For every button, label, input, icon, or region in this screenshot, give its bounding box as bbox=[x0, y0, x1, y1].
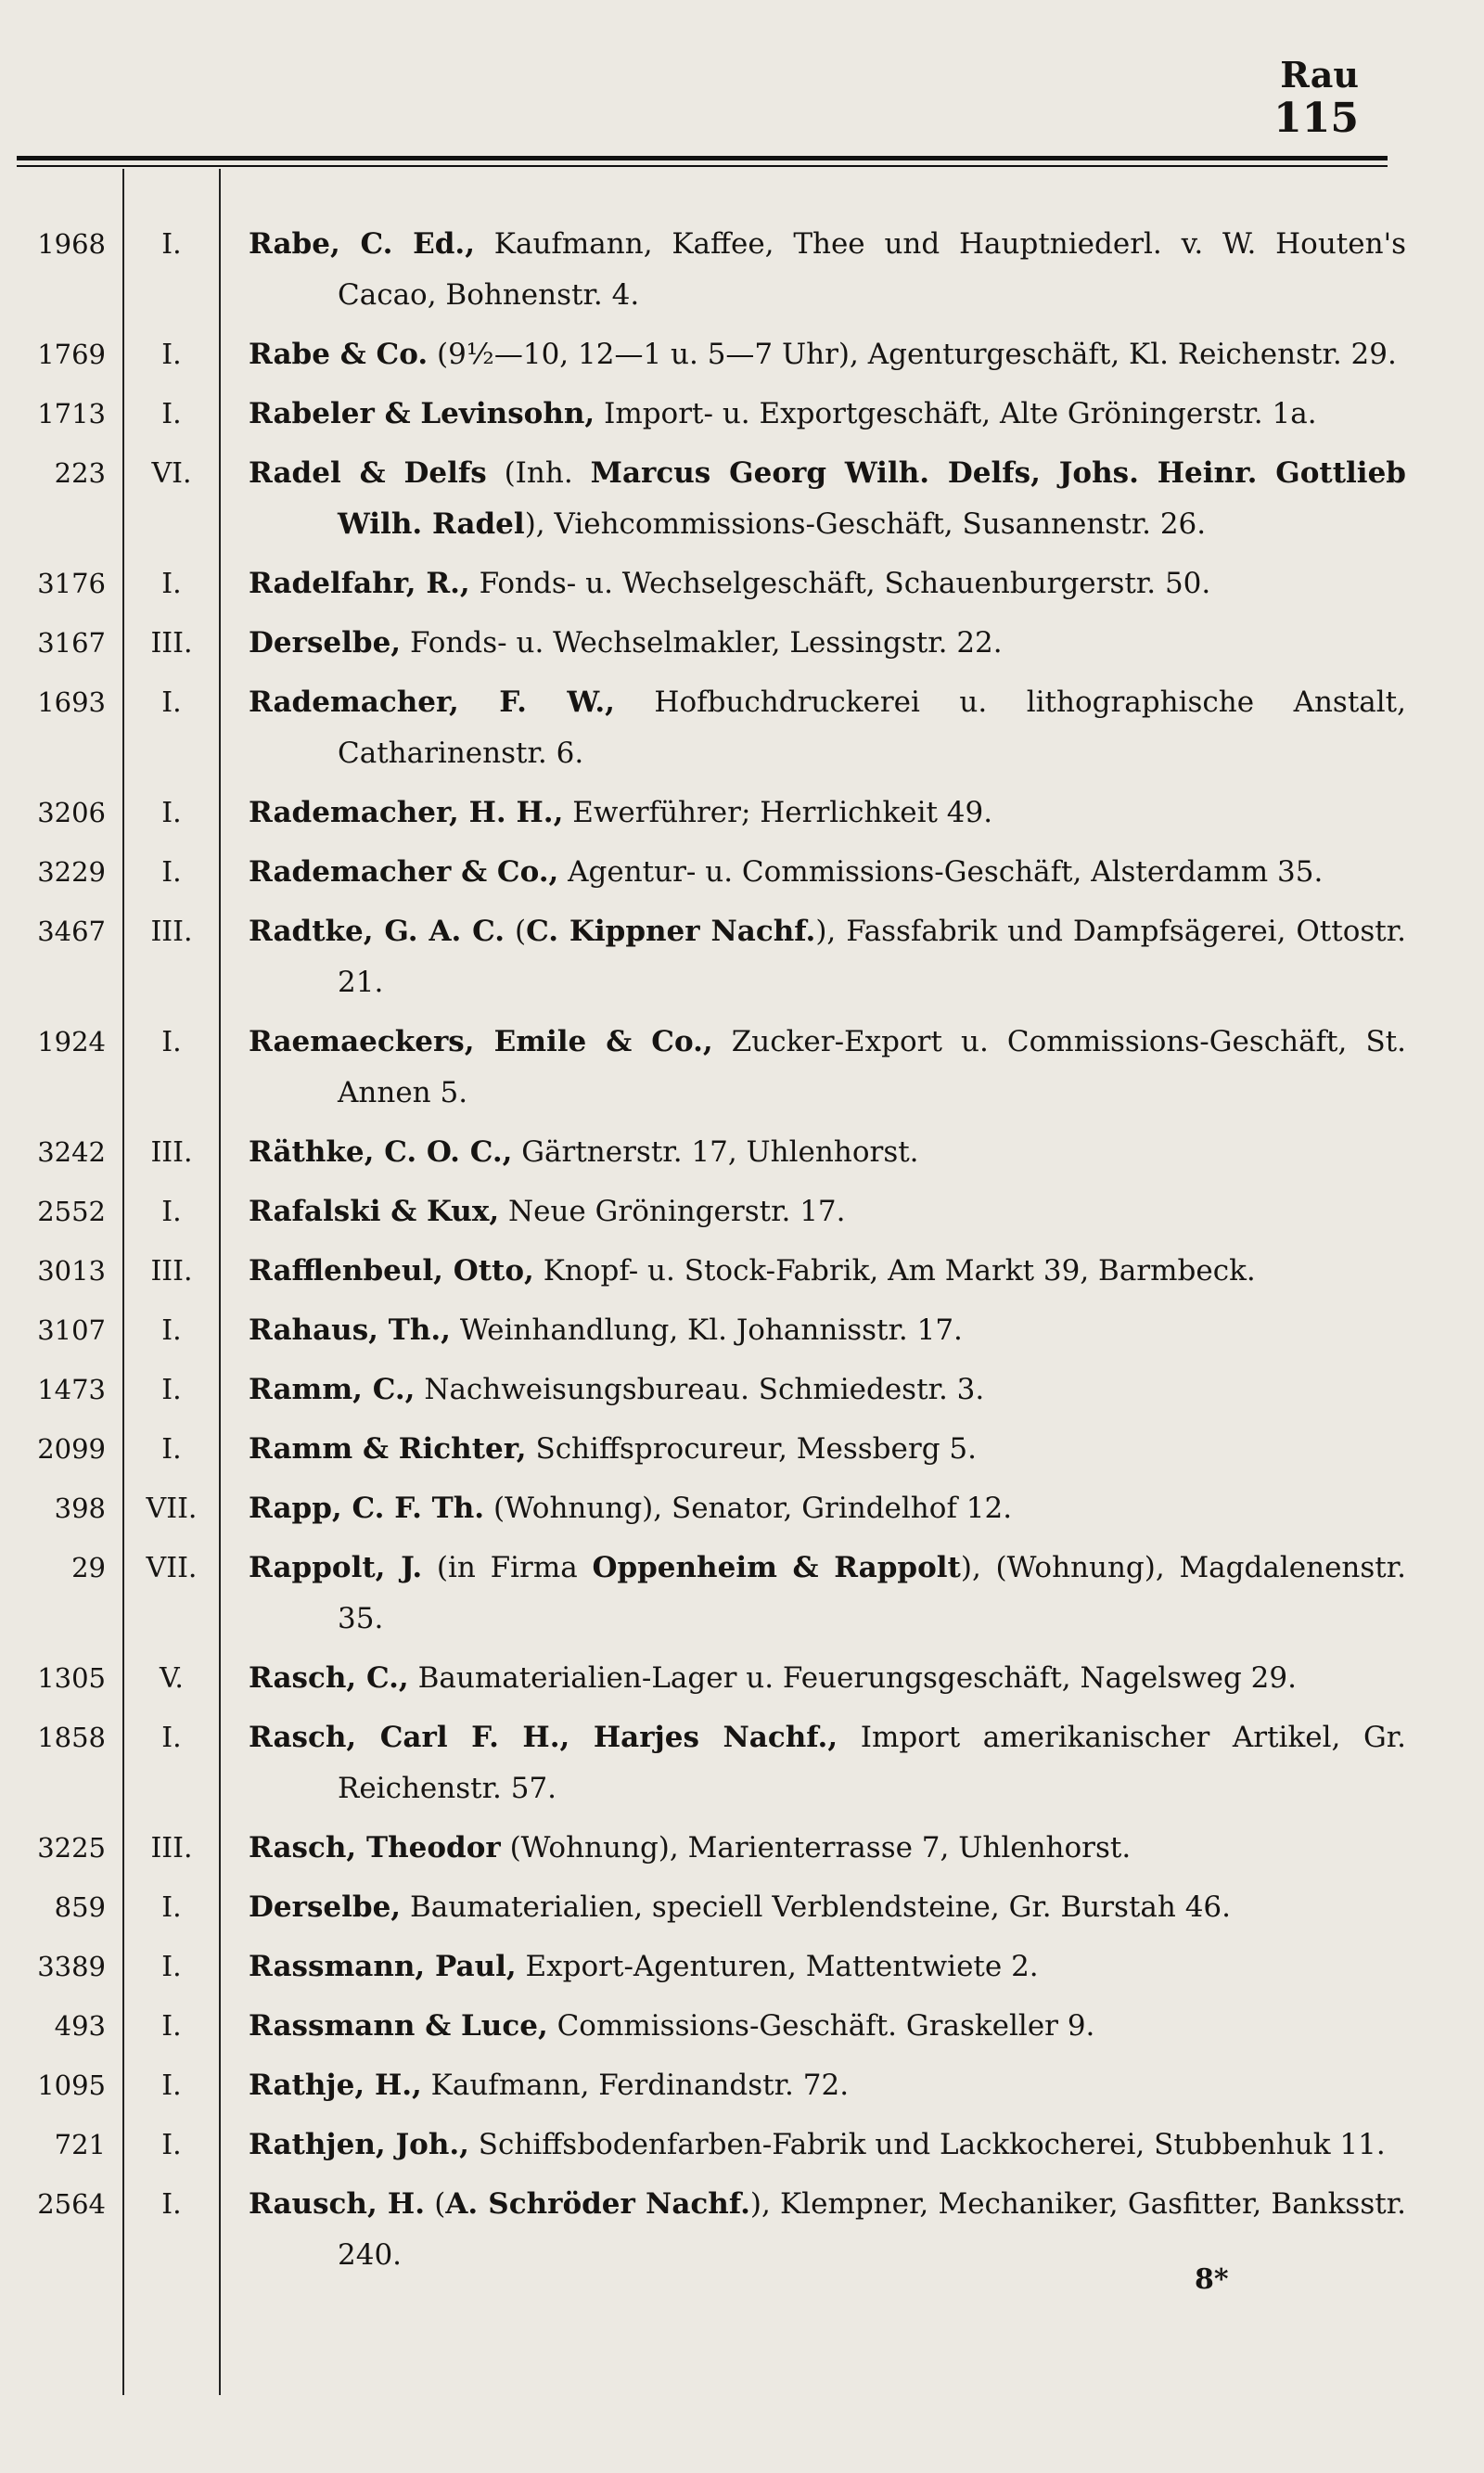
entry-district: VII. bbox=[146, 1493, 198, 1525]
header-rule-thin bbox=[17, 165, 1388, 167]
entry-text bbox=[249, 448, 1406, 550]
entry-name: Rathjen, Joh., bbox=[249, 2128, 469, 2161]
entry-details: (in Firma bbox=[422, 1551, 593, 1584]
entry-number: 1713 bbox=[37, 398, 106, 429]
directory-entry bbox=[0, 1823, 1484, 1874]
entry-district: I. bbox=[161, 686, 182, 719]
directory-entry bbox=[0, 1017, 1484, 1119]
entry-text bbox=[249, 1365, 1406, 1416]
entry-district: I. bbox=[161, 1722, 182, 1754]
directory-entry bbox=[0, 1127, 1484, 1178]
entry-name: Rapp, C. F. Th. bbox=[249, 1492, 485, 1525]
entry-name: Rabe, C. Ed., bbox=[249, 227, 476, 261]
entry-text bbox=[249, 2120, 1406, 2171]
entry-district: I. bbox=[161, 1374, 182, 1406]
entry-district: I. bbox=[161, 2129, 182, 2161]
entry-number: 2564 bbox=[37, 2188, 106, 2220]
head-word: Rau bbox=[1280, 54, 1359, 96]
entry-text bbox=[249, 219, 1406, 321]
entry-name: Rasch, C., bbox=[249, 1661, 409, 1695]
entry-details: Commissions-Geschäft. Graskeller 9. bbox=[547, 2009, 1095, 2043]
entry-text bbox=[249, 1246, 1406, 1297]
entry-details: ( bbox=[425, 2187, 446, 2221]
entry-number: 2099 bbox=[37, 1433, 106, 1465]
directory-entry bbox=[0, 906, 1484, 1008]
entry-name: Rademacher & Co., bbox=[249, 855, 559, 889]
entry-text bbox=[249, 2001, 1406, 2052]
directory-entry bbox=[0, 329, 1484, 380]
entry-details: (9½—10, 12—1 u. 5—7 Uhr), Agenturgeschäft, Kl. Reichenstr. 29. bbox=[428, 338, 1397, 371]
entry-number: 398 bbox=[54, 1493, 106, 1524]
entry-details: Schiffsbodenfarben-Fabrik und Lackkocherei, Stubbenhuk 11. bbox=[468, 2128, 1386, 2161]
entry-text bbox=[249, 1941, 1406, 1992]
directory-entry bbox=[0, 1882, 1484, 1933]
directory-entry bbox=[0, 558, 1484, 609]
directory-entry bbox=[0, 1483, 1484, 1534]
entry-text bbox=[249, 847, 1406, 898]
entry-district: I. bbox=[161, 1951, 182, 1983]
entry-name-secondary: A. Schröder Nachf. bbox=[445, 2187, 750, 2221]
entry-number: 859 bbox=[54, 1891, 106, 1923]
directory-entry bbox=[0, 2179, 1484, 2281]
entry-text bbox=[249, 906, 1406, 1008]
page-number: 115 bbox=[1273, 95, 1359, 142]
entry-name: Derselbe, bbox=[249, 626, 402, 660]
entry-details: Hofbuchdruckerei u. lithographische Anstalt, Catharinenstr. 6. bbox=[338, 686, 1406, 770]
entry-text bbox=[249, 558, 1406, 609]
entry-details: (Wohnung), Marienterrasse 7, Uhlenhorst. bbox=[500, 1831, 1132, 1864]
entry-number: 3229 bbox=[37, 856, 106, 888]
entry-text bbox=[249, 1017, 1406, 1119]
directory-entry bbox=[0, 677, 1484, 779]
entry-text bbox=[249, 1305, 1406, 1356]
entry-name: Rabeler & Levinsohn, bbox=[249, 397, 595, 430]
entry-details: ( bbox=[505, 915, 527, 948]
entry-name: Rademacher, H. H., bbox=[249, 796, 564, 829]
entry-details: Knopf- u. Stock-Fabrik, Am Markt 39, Barmbeck. bbox=[533, 1254, 1256, 1288]
directory-entry bbox=[0, 2001, 1484, 2052]
entry-text bbox=[249, 1543, 1406, 1645]
entry-district: VII. bbox=[146, 1552, 198, 1584]
entry-name-secondary: Oppenheim & Rappolt bbox=[592, 1551, 961, 1584]
running-head bbox=[1273, 54, 1359, 142]
entry-name: Radtke, G. A. C. bbox=[249, 915, 505, 948]
directory-entry bbox=[0, 1186, 1484, 1237]
directory-entry bbox=[0, 1712, 1484, 1814]
entry-district: I. bbox=[161, 1026, 182, 1058]
entry-number: 3225 bbox=[37, 1832, 106, 1864]
entry-number: 2552 bbox=[37, 1196, 106, 1227]
entry-text bbox=[249, 2179, 1406, 2281]
entry-number: 3242 bbox=[37, 1136, 106, 1168]
entry-name: Rasch, Carl F. H., Harjes Nachf., bbox=[249, 1721, 838, 1754]
entry-name: Ramm, C., bbox=[249, 1373, 416, 1406]
entry-details: Fonds- u. Wechselgeschäft, Schauenburgerstr. 50. bbox=[469, 567, 1211, 600]
directory-entry bbox=[0, 788, 1484, 839]
entry-number: 3107 bbox=[37, 1314, 106, 1346]
entry-number: 493 bbox=[54, 2010, 106, 2042]
entry-name: Räthke, C. O. C., bbox=[249, 1135, 513, 1169]
entry-details: (Inh. bbox=[486, 456, 591, 490]
entry-text bbox=[249, 788, 1406, 839]
entry-name: Rademacher, F. W., bbox=[249, 686, 615, 719]
entry-district: III. bbox=[150, 916, 193, 948]
entry-number: 1968 bbox=[37, 228, 106, 260]
entry-name: Rabe & Co. bbox=[249, 338, 429, 371]
entry-district: I. bbox=[161, 856, 182, 889]
directory-entry bbox=[0, 1424, 1484, 1475]
directory-entry bbox=[0, 2120, 1484, 2171]
entry-district: I. bbox=[161, 398, 182, 430]
entry-details: Gärtnerstr. 17, Uhlenhorst. bbox=[512, 1135, 919, 1169]
entry-text bbox=[249, 1424, 1406, 1475]
entry-text bbox=[249, 389, 1406, 440]
entry-number: 1693 bbox=[37, 686, 106, 718]
signature-mark: 8* bbox=[1195, 2263, 1229, 2296]
entry-text bbox=[249, 329, 1406, 380]
entry-name: Rassmann & Luce, bbox=[249, 2009, 548, 2043]
header-rule bbox=[17, 156, 1388, 160]
entry-number: 721 bbox=[54, 2129, 106, 2160]
entry-text bbox=[249, 1483, 1406, 1534]
entry-details-secondary: ), Klempner, Mechaniker, Gasfitter, Banksstr. 240. bbox=[338, 2187, 1406, 2272]
entry-name: Rausch, H. bbox=[249, 2187, 425, 2221]
entry-details-secondary: ), (Wohnung), Magdalenenstr. 35. bbox=[338, 1551, 1407, 1635]
entry-details-secondary: ), Viehcommissions-Geschäft, Susannenstr. 26. bbox=[524, 507, 1207, 541]
entry-district: I. bbox=[161, 228, 182, 261]
entry-text bbox=[249, 1186, 1406, 1237]
entry-text bbox=[249, 2060, 1406, 2111]
directory-entry bbox=[0, 448, 1484, 550]
directory-entries bbox=[0, 219, 1484, 2289]
entry-details: Weinhandlung, Kl. Johannisstr. 17. bbox=[450, 1313, 963, 1347]
entry-district: I. bbox=[161, 2010, 182, 2043]
entry-name: Ramm & Richter, bbox=[249, 1432, 527, 1466]
directory-entry bbox=[0, 1653, 1484, 1704]
entry-number: 1769 bbox=[37, 339, 106, 370]
entry-district: I. bbox=[161, 2188, 182, 2221]
entry-text bbox=[249, 618, 1406, 669]
entry-name-secondary: Marcus Georg Wilh. Delfs, Johs. Heinr. Gottlieb Wilh. Radel bbox=[338, 456, 1406, 541]
directory-entry bbox=[0, 847, 1484, 898]
entry-details: (Wohnung), Senator, Grindelhof 12. bbox=[484, 1492, 1013, 1525]
entry-number: 3389 bbox=[37, 1951, 106, 1982]
entry-number: 3467 bbox=[37, 916, 106, 947]
entry-number: 1305 bbox=[37, 1662, 106, 1694]
entry-number: 29 bbox=[71, 1552, 106, 1583]
directory-entry bbox=[0, 1543, 1484, 1645]
entry-number: 1473 bbox=[37, 1374, 106, 1405]
entry-details: Export-Agenturen, Mattentwiete 2. bbox=[516, 1950, 1039, 1983]
entry-district: I. bbox=[161, 568, 182, 600]
entry-name: Radelfahr, R., bbox=[249, 567, 470, 600]
entry-text bbox=[249, 1127, 1406, 1178]
entry-district: III. bbox=[150, 1832, 193, 1864]
entry-number: 1095 bbox=[37, 2069, 106, 2101]
directory-entry bbox=[0, 1941, 1484, 1992]
entry-details: Baumaterialien, speciell Verblendsteine, Gr. Burstah 46. bbox=[401, 1890, 1232, 1924]
directory-entry bbox=[0, 389, 1484, 440]
directory-entry bbox=[0, 2060, 1484, 2111]
entry-district: VI. bbox=[151, 457, 192, 490]
entry-number: 3167 bbox=[37, 627, 106, 659]
entry-details: Agentur- u. Commissions-Geschäft, Alsterdamm 35. bbox=[558, 855, 1324, 889]
directory-entry bbox=[0, 1305, 1484, 1356]
entry-details-secondary: ), Fassfabrik und Dampfsägerei, Ottostr. 21. bbox=[338, 915, 1406, 999]
entry-details: Import- u. Exportgeschäft, Alte Gröningerstr. 1a. bbox=[595, 397, 1317, 430]
entry-text bbox=[249, 1823, 1406, 1874]
entry-name: Rahaus, Th., bbox=[249, 1313, 451, 1347]
entry-name: Rafalski & Kux, bbox=[249, 1195, 500, 1228]
entry-number: 3176 bbox=[37, 568, 106, 599]
entry-name: Rasch, Theodor bbox=[249, 1831, 501, 1864]
entry-district: I. bbox=[161, 1433, 182, 1466]
directory-entry bbox=[0, 1246, 1484, 1297]
entry-name: Rappolt, J. bbox=[249, 1551, 423, 1584]
entry-name: Raemaeckers, Emile & Co., bbox=[249, 1025, 713, 1058]
entry-number: 1858 bbox=[37, 1722, 106, 1753]
entry-details: Nachweisungsbureau. Schmiedestr. 3. bbox=[415, 1373, 985, 1406]
entry-district: I. bbox=[161, 1196, 182, 1228]
directory-entry bbox=[0, 1365, 1484, 1416]
entry-district: III. bbox=[150, 627, 193, 660]
entry-text bbox=[249, 1882, 1406, 1933]
entry-number: 3206 bbox=[37, 797, 106, 828]
entry-number: 1924 bbox=[37, 1026, 106, 1057]
entry-details: Zucker-Export u. Commissions-Geschäft, St. Annen 5. bbox=[338, 1025, 1406, 1109]
entry-details: Kaufmann, Kaffee, Thee und Hauptniederl. v. W. Houten's Cacao, Bohnenstr. 4. bbox=[338, 227, 1406, 312]
entry-text bbox=[249, 677, 1406, 779]
directory-entry bbox=[0, 219, 1484, 321]
entry-district: I. bbox=[161, 1314, 182, 1347]
entry-name: Rafflenbeul, Otto, bbox=[249, 1254, 534, 1288]
entry-district: I. bbox=[161, 2069, 182, 2102]
entry-text bbox=[249, 1653, 1406, 1704]
entry-number: 223 bbox=[54, 457, 106, 489]
entry-name: Rathje, H., bbox=[249, 2069, 422, 2102]
entry-name: Derselbe, bbox=[249, 1890, 402, 1924]
entry-name-secondary: C. Kippner Nachf. bbox=[526, 915, 816, 948]
entry-details: Neue Gröningerstr. 17. bbox=[499, 1195, 846, 1228]
entry-details: Import amerikanischer Artikel, Gr. Reichenstr. 57. bbox=[338, 1721, 1406, 1805]
entry-number: 3013 bbox=[37, 1255, 106, 1287]
entry-name: Rassmann, Paul, bbox=[249, 1950, 517, 1983]
entry-district: I. bbox=[161, 339, 182, 371]
entry-district: I. bbox=[161, 1891, 182, 1924]
entry-details: Baumaterialien-Lager u. Feuerungsgeschäft, Nagelsweg 29. bbox=[408, 1661, 1297, 1695]
entry-district: V. bbox=[160, 1662, 184, 1695]
entry-details: Kaufmann, Ferdinandstr. 72. bbox=[421, 2069, 850, 2102]
entry-details: Fonds- u. Wechselmakler, Lessingstr. 22. bbox=[401, 626, 1003, 660]
entry-district: I. bbox=[161, 797, 182, 829]
entry-name: Radel & Delfs bbox=[249, 456, 487, 490]
entry-district: III. bbox=[150, 1255, 193, 1288]
entry-text bbox=[249, 1712, 1406, 1814]
entry-details: Schiffsprocureur, Messberg 5. bbox=[526, 1432, 977, 1466]
entry-district: III. bbox=[150, 1136, 193, 1169]
directory-entry bbox=[0, 618, 1484, 669]
entry-details: Ewerführer; Herrlichkeit 49. bbox=[563, 796, 993, 829]
